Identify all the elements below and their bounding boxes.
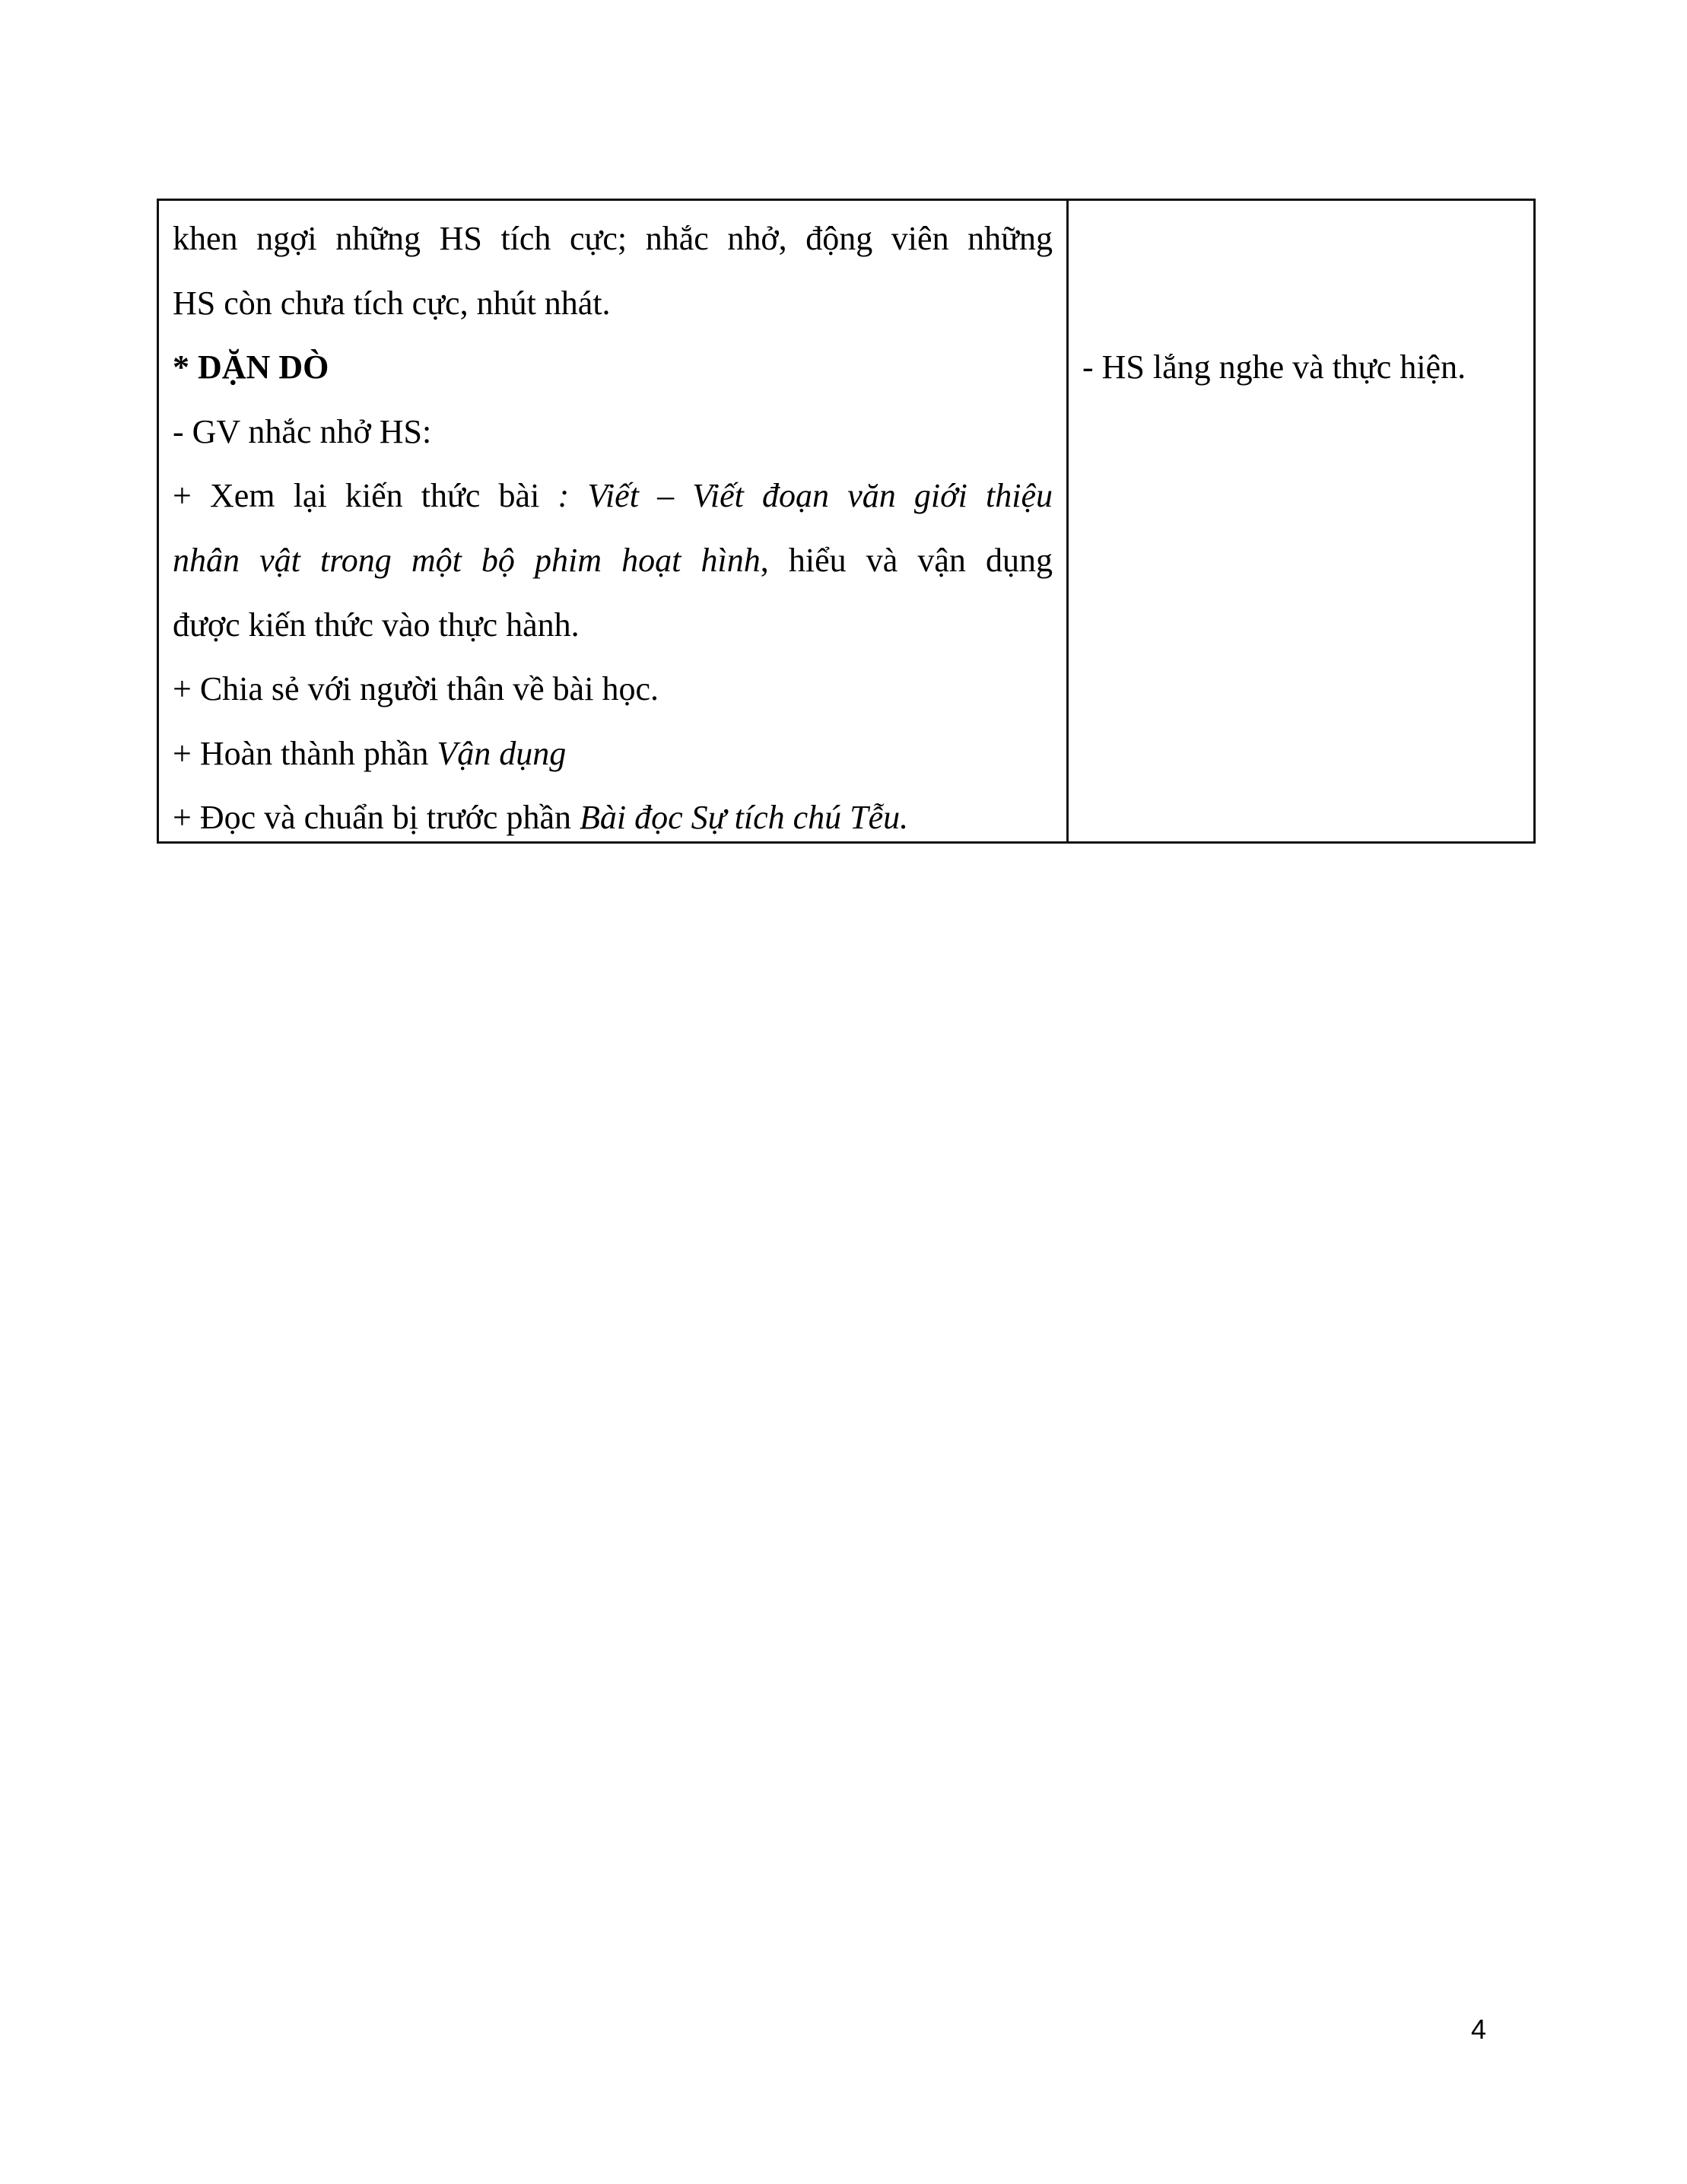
heading-text: * DẶN DÒ [173, 348, 329, 386]
text-line [173, 272, 1053, 336]
text-span: - GV nhắc nhở HS: [173, 412, 432, 450]
text-line [173, 593, 1053, 658]
text-span: + Hoàn thành phần [173, 734, 437, 772]
spacer [1082, 272, 1520, 336]
section-heading-dan-do [173, 335, 1053, 400]
text-line [173, 529, 1053, 593]
text-line [173, 722, 1053, 787]
text-span: được kiến thức vào thực hành. [173, 606, 580, 644]
page-number: 4 [1471, 2014, 1487, 2045]
text-line [173, 657, 1053, 722]
text-span: + Xem lại kiến thức bài [173, 477, 558, 515]
text-span: , hiểu và vận dụng [760, 541, 1053, 579]
text-line [173, 207, 1053, 272]
text-line [173, 464, 1053, 529]
text-span: khen ngợi những HS tích cực; nhắc nhở, động viên những [173, 220, 1053, 257]
text-line [173, 400, 1053, 465]
text-span: + Đọc và chuẩn bị trước phần [173, 799, 580, 837]
text-line [1082, 335, 1520, 400]
student-activities-cell [1069, 201, 1533, 841]
text-span: - HS lắng nghe và thực hiện. [1082, 348, 1466, 386]
section-name-italic: Vận dụng [437, 734, 567, 772]
text-line [173, 786, 1053, 850]
spacer [1082, 207, 1520, 272]
lesson-title-italic: : Viết – Viết đoạn văn giới thiệu [558, 477, 1053, 515]
reading-title-italic: Bài đọc Sự tích chú Tễu. [579, 799, 909, 837]
teacher-activities-cell [159, 201, 1069, 841]
text-span: HS còn chưa tích cực, nhút nhát. [173, 284, 611, 322]
text-span: + Chia sẻ với người thân về bài học. [173, 670, 659, 708]
lesson-plan-table [157, 199, 1536, 844]
lesson-title-italic: nhân vật trong một bộ phim hoạt hình [173, 541, 761, 579]
